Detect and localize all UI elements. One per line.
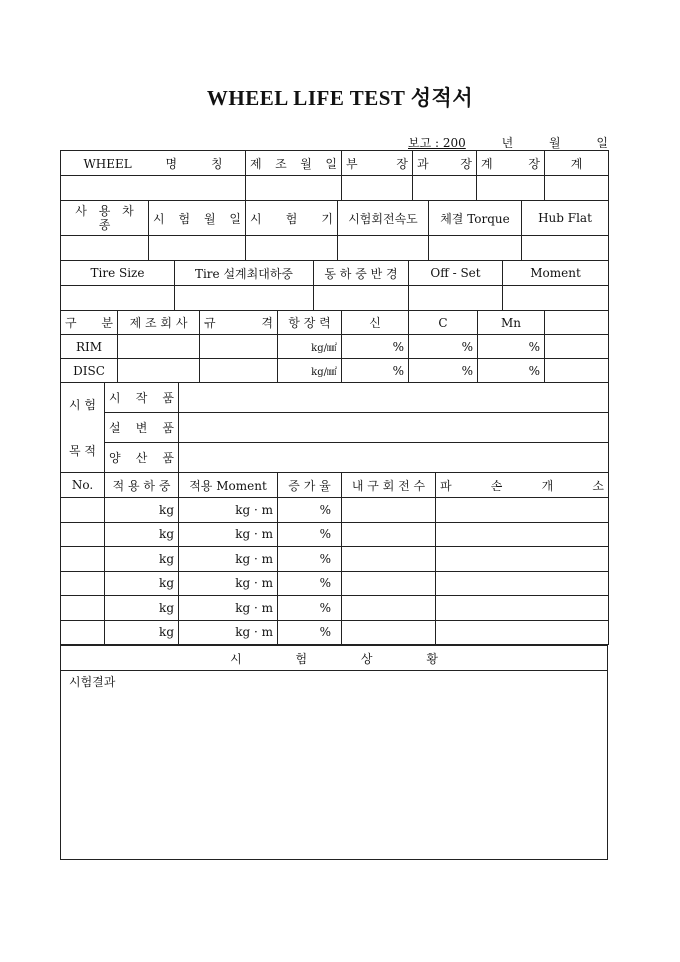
spec-field[interactable]	[200, 335, 278, 359]
load-row	[61, 596, 609, 621]
cycles-field[interactable]	[342, 596, 436, 621]
unit-label: %	[409, 359, 478, 383]
moment-unit: kg · m	[179, 547, 278, 572]
rate-unit: %	[278, 498, 342, 523]
staff-sign[interactable]	[545, 176, 609, 201]
purpose-label-top: 시 험	[69, 397, 96, 412]
load-table	[60, 472, 609, 645]
header-manufacture-date: 제 조 월 일	[246, 151, 342, 176]
blank-field[interactable]	[545, 335, 609, 359]
cycles-field[interactable]	[342, 620, 436, 645]
header-torque: 체결 Torque	[429, 201, 522, 236]
report-month: 월	[548, 136, 561, 150]
material-table	[60, 310, 609, 383]
header-elongation: 신	[342, 311, 409, 335]
purpose-prototype: 시 작 품	[105, 383, 179, 413]
header-applied-load: 적 용 하 중	[105, 473, 179, 498]
test-result-label: 시험결과	[69, 675, 116, 689]
moment-unit: kg · m	[179, 596, 278, 621]
dept-head-sign[interactable]	[342, 176, 413, 201]
page-title: WHEEL LIFE TEST 성적서	[206, 86, 474, 110]
unit-label: %	[342, 335, 409, 359]
header-carbon: C	[409, 311, 478, 335]
tire-table	[60, 260, 609, 311]
load-unit: kg	[105, 571, 179, 596]
header-increase-rate: 증 가 율	[278, 473, 342, 498]
moment-unit: kg · m	[179, 522, 278, 547]
rate-unit: %	[278, 596, 342, 621]
header-no: No.	[61, 473, 105, 498]
header-dept-head: 부 장	[342, 151, 413, 176]
unit-label: %	[342, 359, 409, 383]
header-test-date: 시 험 월 일	[149, 201, 246, 236]
mass-production-field[interactable]	[179, 443, 609, 473]
load-unit: kg	[105, 596, 179, 621]
no-field[interactable]	[61, 571, 105, 596]
wheel-name-field[interactable]	[61, 176, 246, 201]
failure-field[interactable]	[436, 498, 609, 523]
report-year: 년	[501, 136, 514, 150]
test-info-table	[60, 200, 609, 261]
load-unit: kg	[105, 498, 179, 523]
header-staff: 계	[545, 151, 609, 176]
load-row	[61, 498, 609, 523]
test-result-area[interactable]	[61, 671, 608, 860]
load-row	[61, 620, 609, 645]
header-dynamic-radius: 동 하 중 반 경	[314, 261, 409, 286]
row-label: DISC	[61, 359, 118, 383]
report-day: 일	[596, 136, 608, 150]
unit-label: kg/㎟	[278, 335, 342, 359]
hub-flat-field[interactable]	[522, 236, 609, 261]
header-blank	[545, 311, 609, 335]
report-label: 보고 : 200	[408, 136, 466, 150]
load-row	[61, 547, 609, 572]
failure-field[interactable]	[436, 547, 609, 572]
load-unit: kg	[105, 522, 179, 547]
report-date	[408, 134, 608, 151]
no-field[interactable]	[61, 522, 105, 547]
tester-field[interactable]	[246, 236, 338, 261]
moment-unit: kg · m	[179, 498, 278, 523]
moment-unit: kg · m	[179, 620, 278, 645]
cycles-field[interactable]	[342, 571, 436, 596]
tire-size-field[interactable]	[61, 286, 175, 311]
vehicle-type-field[interactable]	[61, 236, 149, 261]
failure-field[interactable]	[436, 522, 609, 547]
cycles-field[interactable]	[342, 498, 436, 523]
header-failure-location: 파 손 개 소	[436, 473, 609, 498]
rate-unit: %	[278, 620, 342, 645]
unit-label: %	[478, 359, 545, 383]
no-field[interactable]	[61, 498, 105, 523]
header-rotation-speed: 시험회전속도	[338, 201, 429, 236]
approval-table	[60, 150, 609, 201]
header-manganese: Mn	[478, 311, 545, 335]
no-field[interactable]	[61, 547, 105, 572]
header-moment: Moment	[503, 261, 609, 286]
rate-unit: %	[278, 522, 342, 547]
no-field[interactable]	[61, 596, 105, 621]
failure-field[interactable]	[436, 596, 609, 621]
header-tire-max-load: Tire 설계최대하중	[175, 261, 314, 286]
header-team-head: 계 장	[477, 151, 545, 176]
cycles-field[interactable]	[342, 522, 436, 547]
failure-field[interactable]	[436, 620, 609, 645]
maker-field[interactable]	[118, 335, 200, 359]
header-hub-flat: Hub Flat	[522, 201, 609, 236]
purpose-label	[61, 383, 105, 473]
purpose-mass-production: 양 산 품	[105, 443, 179, 473]
unit-label: kg/㎟	[278, 359, 342, 383]
rate-unit: %	[278, 571, 342, 596]
cycles-field[interactable]	[342, 547, 436, 572]
manufacture-date-field[interactable]	[246, 176, 342, 201]
torque-field[interactable]	[429, 236, 522, 261]
header-wheel-name: WHEEL 명 칭	[61, 151, 246, 176]
maker-field[interactable]	[118, 359, 200, 383]
section-head-sign[interactable]	[413, 176, 477, 201]
dynamic-radius-field[interactable]	[314, 286, 409, 311]
team-head-sign[interactable]	[477, 176, 545, 201]
header-category: 구 분	[61, 311, 118, 335]
purpose-label-bottom: 목 적	[69, 443, 96, 458]
load-row	[61, 522, 609, 547]
material-row-disc	[61, 359, 609, 383]
header-tensile: 항 장 력	[278, 311, 342, 335]
test-date-field[interactable]	[149, 236, 246, 261]
load-row	[61, 571, 609, 596]
moment-unit: kg · m	[179, 571, 278, 596]
header-tester: 시 험 기	[246, 201, 338, 236]
no-field[interactable]	[61, 620, 105, 645]
rotation-speed-field[interactable]	[338, 236, 429, 261]
tire-max-load-field[interactable]	[175, 286, 314, 311]
header-vehicle-type: 사 용 차 종	[61, 201, 149, 236]
blank-field[interactable]	[545, 359, 609, 383]
prototype-field[interactable]	[179, 383, 609, 413]
spec-field[interactable]	[200, 359, 278, 383]
header-maker: 제 조 회 사	[118, 311, 200, 335]
offset-field[interactable]	[409, 286, 503, 311]
unit-label: %	[478, 335, 545, 359]
header-section-head: 과 장	[413, 151, 477, 176]
unit-label: %	[409, 335, 478, 359]
header-applied-moment: 적용 Moment	[179, 473, 278, 498]
purpose-table	[60, 382, 609, 473]
rate-unit: %	[278, 547, 342, 572]
failure-field[interactable]	[436, 571, 609, 596]
status-header: 시 험 상 황	[61, 646, 608, 671]
moment-field[interactable]	[503, 286, 609, 311]
load-unit: kg	[105, 547, 179, 572]
purpose-design-change: 설 변 품	[105, 413, 179, 443]
header-tire-size: Tire Size	[61, 261, 175, 286]
material-row-rim	[61, 335, 609, 359]
header-offset: Off - Set	[409, 261, 503, 286]
row-label: RIM	[61, 335, 118, 359]
design-change-field[interactable]	[179, 413, 609, 443]
header-spec: 규 격	[200, 311, 278, 335]
load-unit: kg	[105, 620, 179, 645]
header-cycles: 내 구 회 전 수	[342, 473, 436, 498]
status-table	[60, 645, 608, 860]
